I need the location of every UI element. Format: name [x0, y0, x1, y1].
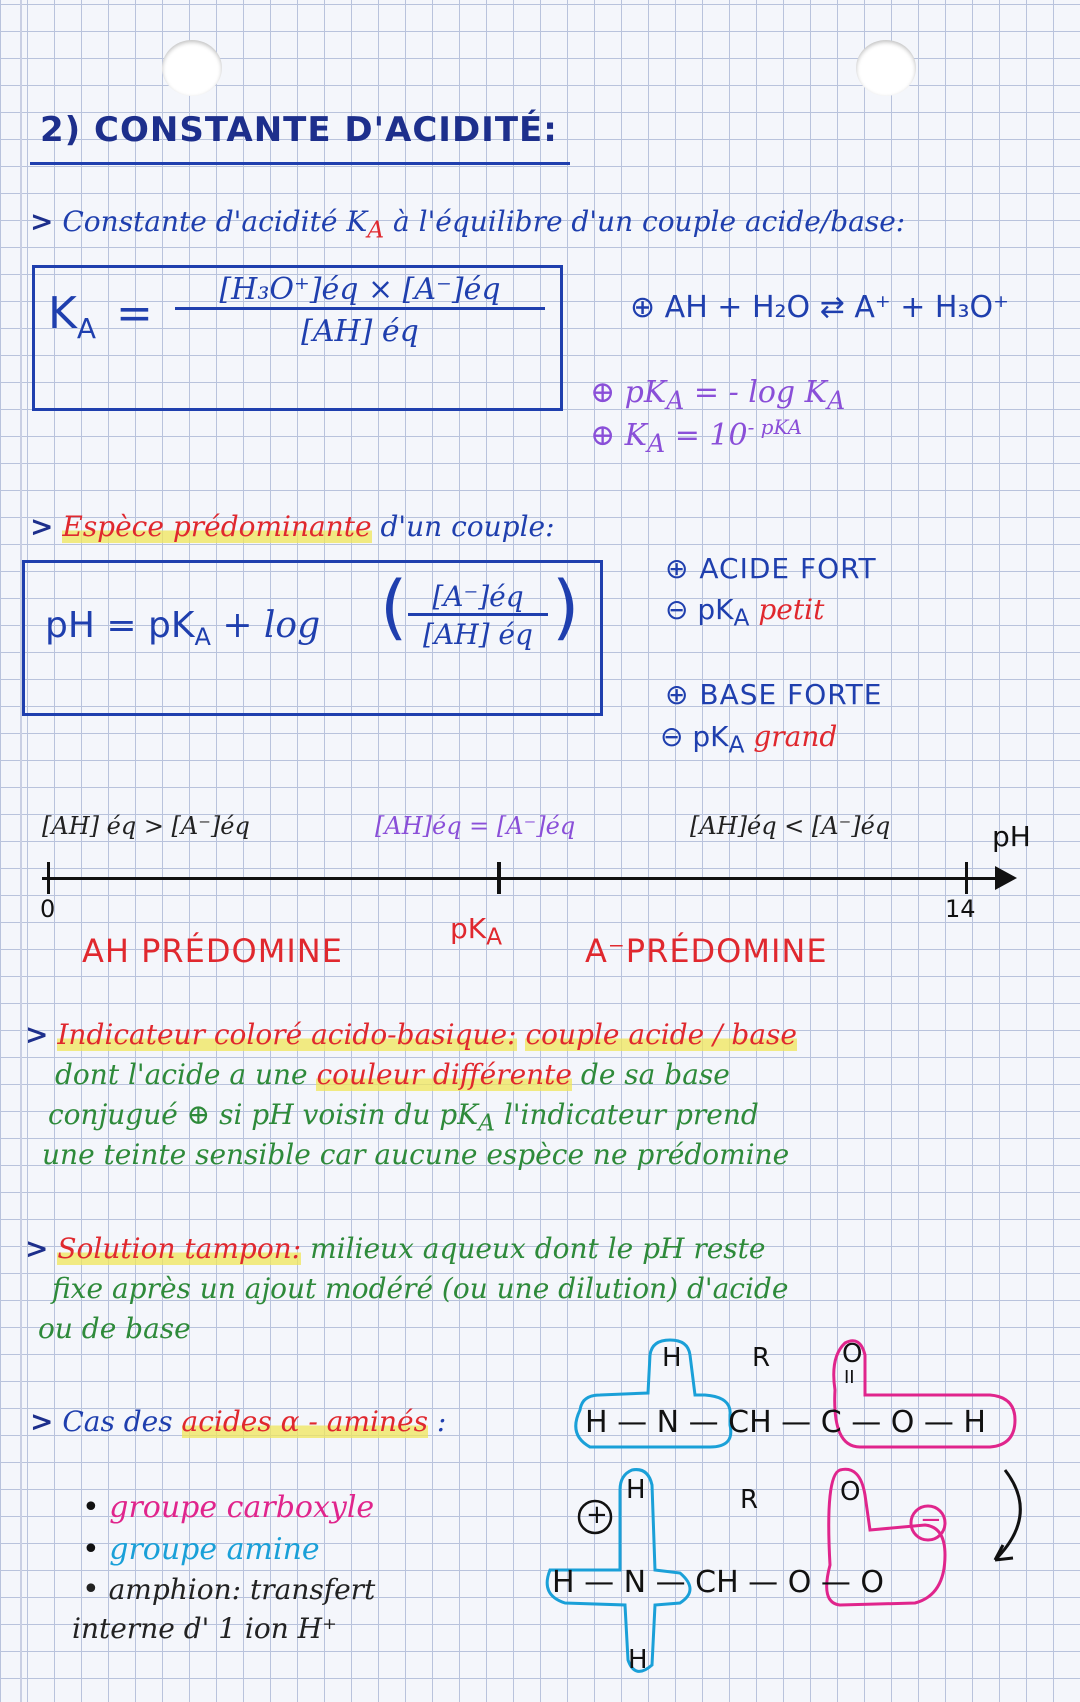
- axis-label-ph: pH: [992, 820, 1031, 853]
- bullet-amphion: • amphion: transfert: [82, 1572, 376, 1607]
- a-predomine: A⁻PRÉDOMINE: [585, 932, 828, 970]
- indicator-line4: une teinte sensible car aucune espèce ne prédomine: [42, 1138, 790, 1171]
- minus-charge: −: [920, 1505, 942, 1535]
- base-strong: ⊕ BASE FORTE: [665, 678, 883, 711]
- pka-definition: ⊕ $pK_A$ = - $\log K_A$: [590, 375, 846, 415]
- scale-label-left: [AH] éq > [A⁻]éq: [42, 812, 250, 840]
- binder-hole-left: [162, 40, 222, 96]
- mol2-h-top: H: [626, 1475, 646, 1505]
- mol1-o-top: O: [842, 1339, 863, 1369]
- mol2-r-top: R: [740, 1485, 759, 1515]
- tick-pka: [497, 862, 501, 894]
- mol1-double-bond: II: [844, 1367, 855, 1388]
- buffer-line3: ou de base: [38, 1312, 191, 1345]
- mol1-h-top: H: [662, 1343, 682, 1373]
- paren-left: (: [380, 566, 408, 648]
- scale-label-mid: [AH]éq = [A⁻]éq: [375, 812, 576, 840]
- binder-hole-right: [856, 40, 916, 96]
- ph-fraction: [A⁻]éq [AH] éq: [408, 580, 548, 651]
- tick-label-fourteen: 14: [945, 895, 976, 923]
- mol2-backbone: H — N — CH — O — O: [552, 1565, 885, 1600]
- amino-acid-molecule: [560, 1335, 1040, 1465]
- bullet-carboxyle: • groupe carboxyle: [82, 1490, 375, 1525]
- mol1-r-top: R: [752, 1343, 771, 1373]
- tick-label-zero: 0: [40, 895, 56, 923]
- zwitterion-molecule: [540, 1465, 990, 1685]
- ka-lhs: $K_A$ =: [48, 288, 153, 345]
- acid-small-pka: ⊖ $pK_A$ petit: [665, 593, 825, 632]
- mol1-backbone: H — N — CH — C — O — H: [585, 1405, 986, 1440]
- margin-line: [20, 0, 22, 1702]
- ph-formula-lhs: pH = $pK_A + \log$: [45, 605, 321, 652]
- ka-from-pka: ⊕ $K_A = 10^{- pKA}$: [590, 415, 803, 458]
- bullet-amine: • groupe amine: [82, 1532, 320, 1567]
- molecule-highlights: [560, 1335, 1040, 1465]
- tick-fourteen: [965, 862, 968, 894]
- amphion-line2: interne d' 1 ion H⁺: [72, 1612, 337, 1645]
- plus-charge: +: [586, 1500, 608, 1530]
- ka-intro: > Constante d'acidité $K_A$ à l'équilibre d'un couple acide/base:: [30, 205, 906, 244]
- indicator-line1: > Indicateur coloré acido-basique: couple acide / base: [25, 1018, 797, 1051]
- predominant-intro: > Espèce prédominante d'un couple:: [30, 510, 555, 543]
- buffer-line2: fixe après un ajout modéré (ou une dilution) d'acide: [52, 1272, 789, 1305]
- scale-label-right: [AH]éq < [A⁻]éq: [690, 812, 891, 840]
- mol2-h-bottom: H: [628, 1645, 648, 1675]
- mol2-o-top: O: [840, 1477, 861, 1507]
- indicator-line3: conjugué ⊕ si pH voisin du $pK_A$ l'indicateur prend: [48, 1098, 759, 1137]
- ph-axis-arrowhead: [995, 866, 1017, 890]
- indicator-line2: dont l'acide a une couleur différente de sa base: [55, 1058, 730, 1091]
- tick-zero: [47, 862, 50, 894]
- tick-label-pka: $pK_A$: [450, 912, 503, 951]
- reaction-equation: ⊕ AH + H₂O ⇄ A⁺ + H₃O⁺: [630, 290, 1009, 325]
- ph-axis-line: [42, 877, 1002, 880]
- ka-fraction: [H₃O⁺]éq × [A⁻]éq [AH] éq: [175, 272, 545, 349]
- base-big-pka: ⊖ $pK_A$ grand: [660, 720, 838, 759]
- title-underline: [30, 162, 570, 165]
- paren-right: ): [552, 566, 580, 648]
- amino-intro: > Cas des acides α - aminés :: [30, 1405, 447, 1438]
- ah-predomine: AH PRÉDOMINE: [82, 932, 343, 970]
- buffer-line1: > Solution tampon: milieux aqueux dont le pH reste: [25, 1232, 766, 1265]
- section-title: 2) CONSTANTE D'ACIDITÉ:: [40, 110, 558, 150]
- acid-strong: ⊕ ACIDE FORT: [665, 552, 877, 585]
